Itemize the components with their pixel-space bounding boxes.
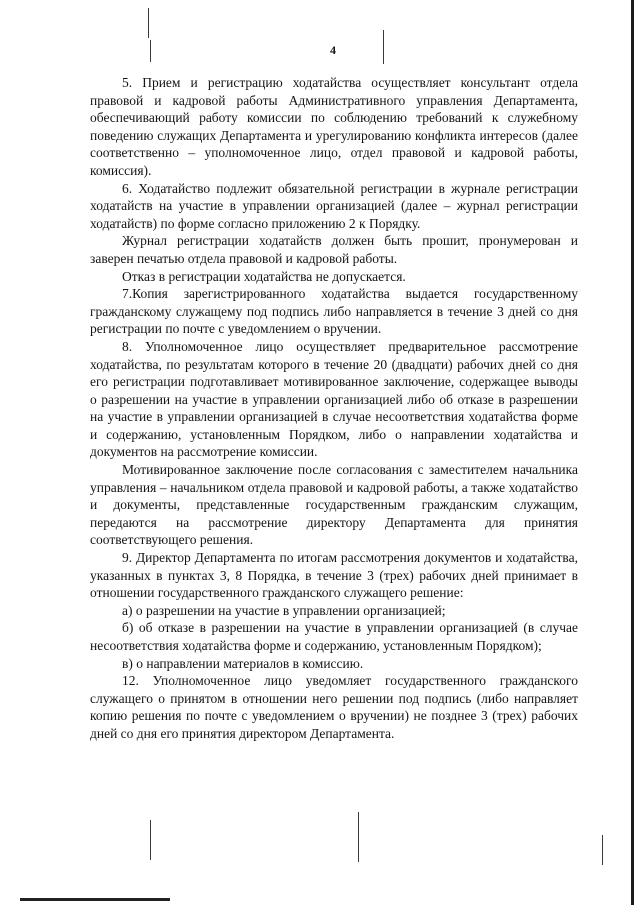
paragraph-7-copy: 7.Копия зарегистрированного ходатайства выдается государственному гражданскому служащему под подпись либо направляется в течение 3 дней со дня регистрации по почте с уведомлением о вручении. (90, 286, 578, 337)
paragraph-motivated-conclusion: Мотивированное заключение после согласования с заместителем начальника управления – начальником отдела правовой и кадровой работы, а также ходатайство и документы, представленные государственным гражданским служащим, передаются на рассмотрение директору Департамента для принятия соответствующего решения. (90, 462, 578, 548)
paragraph-journal-binding: Журнал регистрации ходатайств должен быть прошит, пронумерован и заверен печатью отдела правовой и кадровой работы. (90, 233, 578, 266)
document-body (90, 74, 578, 743)
scan-artifact-left-top (148, 8, 149, 38)
paragraph-5-registration: 5. Прием и регистрацию ходатайства осуществляет консультант отдела правовой и кадровой работы Административного управления Департамента, обеспечивающий работу комиссии по соблюдению требований к служебному поведению служащих Департамента и урегулированию конфликта интересов (далее соответственно – уполномоченное лицо, отдел правовой и кадровой работы, комиссия). (90, 75, 578, 178)
paragraph-12-notification: 12. Уполномоченное лицо уведомляет государственного гражданского служащего о принятом в отношении него решении под подпись (либо направляет копию решения по почте с уведомлением о вручении) не позднее 3 (трех) рабочих дней со дня его принятия директором Департамента. (90, 673, 578, 741)
scan-artifact-bottom-center (358, 812, 359, 862)
paragraph-9-director-decision: 9. Директор Департамента по итогам рассмотрения документов и ходатайства, указанных в пунктах 3, 8 Порядка, в течение 3 (трех) рабочих дней принимает в отношении государственного гражданского служащего решение: (90, 550, 578, 601)
paragraph-6-journal: 6. Ходатайство подлежит обязательной регистрации в журнале регистрации ходатайств на участие в управлении организацией (далее – журнал регистрации ходатайств) по форме согласно приложению 2 к Порядку. (90, 180, 578, 231)
paragraph-8-preliminary-review: 8. Уполномоченное лицо осуществляет предварительное рассмотрение ходатайства, по результатам которого в течение 20 (двадцати) рабочих дней со дня его регистрации подготавливает мотивированное заключение, содержащее выводы о разрешении на участие в управлении организацией либо об отказе в разрешении на участие в управлении организацией в случае несоответствия ходатайства форме и содержанию, установленным Порядком, либо о направлении ходатайства и документов на рассмотрение комиссии. (90, 338, 578, 460)
scan-artifact-center-top (383, 30, 384, 64)
scan-artifact-bottom-left-2 (150, 820, 151, 860)
scan-artifact-bottom-right (602, 835, 603, 865)
scan-artifact-bottom-left (20, 898, 170, 901)
list-item-b: б) об отказе в разрешении на участие в управлении организацией (в случае несоответствия ходатайства форме и содержанию, установленным Порядком); (90, 620, 578, 653)
page-number: 4 (330, 43, 336, 57)
scan-artifact-right-edge (631, 0, 634, 905)
scan-artifact-left-top-2 (150, 40, 151, 62)
paragraph-refusal-not-allowed: Отказ в регистрации ходатайства не допускается. (122, 268, 406, 284)
list-item-v: в) о направлении материалов в комиссию. (122, 655, 364, 671)
list-item-a: а) о разрешении на участие в управлении организацией; (122, 602, 446, 618)
